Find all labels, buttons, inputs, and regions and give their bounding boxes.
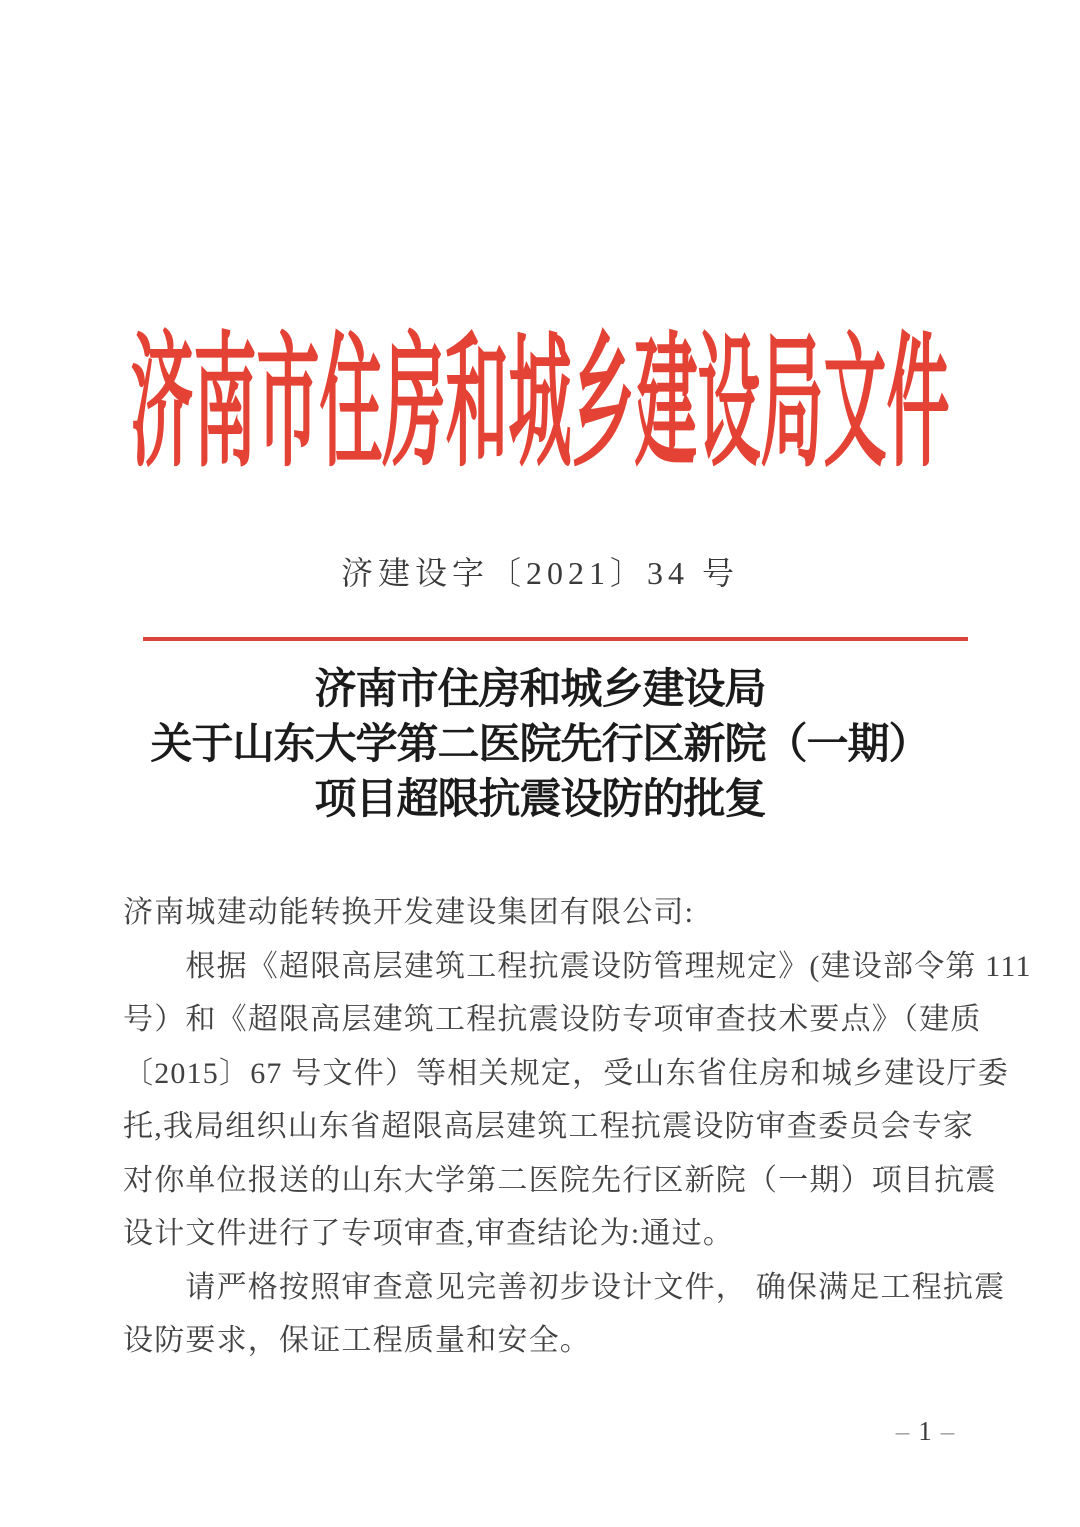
document-title-line-1: 济南市住房和城乡建设局 [314,667,766,713]
document-body [123,886,1032,1368]
document-number: 济建设字〔2021〕34 号 [340,555,739,591]
page-number [880,1416,970,1447]
body-line: 〔2015〕67 号文件）等相关规定，受山东省住房和城乡建设厅委 [123,1056,1009,1090]
document-title [0,663,1080,828]
body-line: 根据《超限高层建筑工程抗震设防管理规定》(建设部令第 111 [123,949,1032,983]
page-number-dash-left: – [895,1416,910,1446]
body-line: 对你单位报送的山东大学第二医院先行区新院（一期）项目抗震 [123,1163,997,1197]
body-line: 设计文件进行了专项审查,审查结论为:通过。 [123,1217,735,1250]
document-title-line-2: 关于山东大学第二医院先行区新院（一期） [150,722,930,768]
body-line: 托,我局组织山东省超限高层建筑工程抗震设防审查委员会专家 [123,1110,975,1143]
red-divider-rule [143,637,968,641]
salutation-line: 济南城建动能转换开发建设集团有限公司: [123,896,695,929]
body-line: 号）和《超限高层建筑工程抗震设防专项审查技术要点》（建质 [123,1003,982,1036]
document-title-line-3: 项目超限抗震设防的批复 [314,777,766,823]
page-number-value: 1 [918,1416,932,1446]
body-line: 请严格按照审查意见完善初步设计文件， 确保满足工程抗震 [123,1270,1006,1304]
page-number-dash-right: – [940,1416,955,1446]
body-line: 设防要求，保证工程质量和安全。 [123,1324,591,1357]
letterhead-banner: 济南市住房和城乡建设局文件 [130,323,950,485]
